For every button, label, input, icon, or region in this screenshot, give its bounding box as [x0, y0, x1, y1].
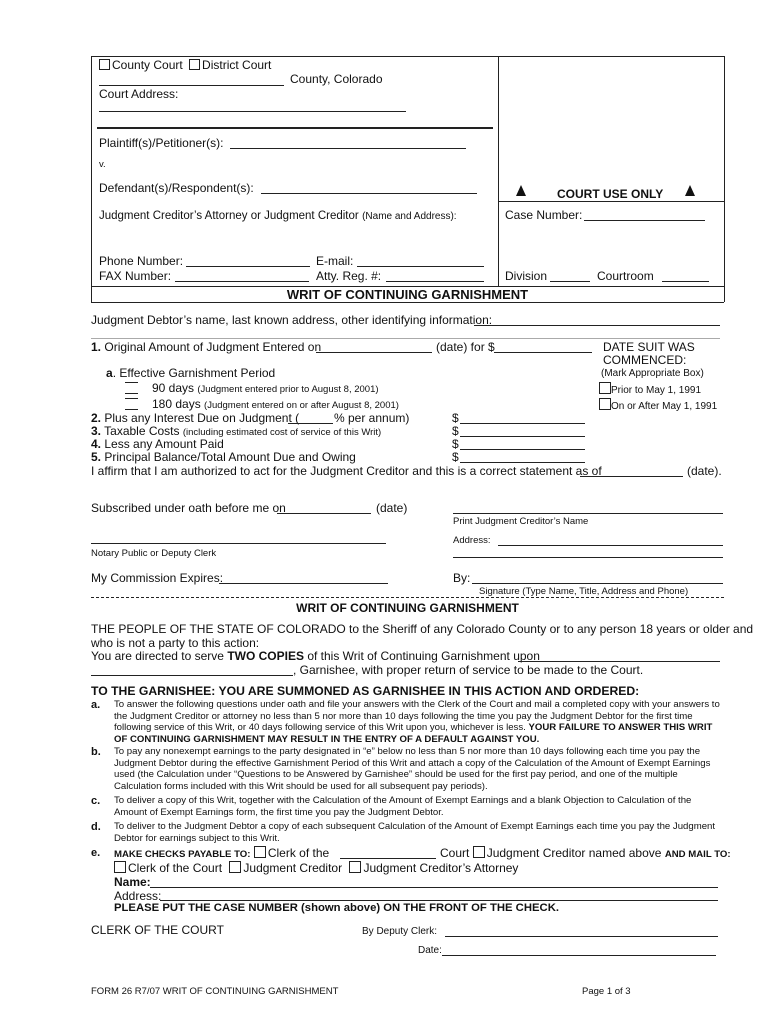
item-5-num: 5. [91, 450, 102, 464]
dollar-sign: $ [452, 437, 459, 451]
costs-amount-blank[interactable] [460, 436, 585, 437]
form-footer: FORM 26 R7/07 WRIT OF CONTINUING GARNISHMENT [91, 986, 339, 997]
item-1-date-label: (date) for $ [436, 340, 495, 354]
deputy-clerk-blank[interactable] [445, 936, 718, 937]
people-line-1: THE PEOPLE OF THE STATE OF COLORADO to the Sheriff of any Colorado County or to any person 18 years or older and [91, 622, 754, 636]
oath-address-blank[interactable] [498, 545, 723, 546]
phone-label: Phone Number: [99, 254, 184, 268]
dollar-sign: $ [452, 424, 459, 438]
item-a [106, 366, 275, 380]
one-eighty-days-blank[interactable] [125, 409, 138, 410]
prior-1991-checkbox[interactable] [599, 382, 611, 394]
mail-name-label: Name: [114, 875, 151, 889]
date-suit-label-2: COMMENCED: [603, 353, 687, 367]
commission-label: My Commission Expires: [91, 571, 224, 585]
courtroom-blank[interactable] [662, 281, 709, 282]
notary-signature-blank[interactable] [91, 543, 386, 544]
jc-label: Judgment Creditor [243, 861, 343, 875]
section-divider [91, 597, 724, 598]
case-number-note: PLEASE PUT THE CASE NUMBER (shown above) ON THE FRONT OF THE CHECK. [114, 902, 559, 914]
clerk-court-checkbox[interactable] [114, 861, 126, 873]
attorney-row [99, 208, 457, 222]
item-3 [91, 424, 381, 438]
atty-reg-label: Atty. Reg. #: [316, 269, 382, 283]
fax-label: FAX Number: [99, 269, 172, 283]
interest-amount-blank[interactable] [460, 423, 585, 424]
jc-named-checkbox[interactable] [473, 846, 485, 858]
garnishee-blank[interactable] [91, 675, 293, 676]
oath-address-label: Address: [453, 535, 491, 546]
item-3-num: 3. [91, 424, 102, 438]
phone-blank[interactable] [186, 266, 310, 267]
item-4-text: Less any Amount Paid [104, 437, 224, 451]
serve-line [91, 649, 540, 663]
ninety-days-row [152, 381, 379, 395]
summons-item-c: To deliver a copy of this Writ, together with the Calculation of the Amount of Exempt Earnings and a blank Objection to Calculation of the Amount of Exempt Earnings form, the first time you pay the Judgment Debtor. [114, 795, 692, 818]
summons-a-text: To answer the following questions under oath and file your answers with the Clerk of the Court and mail a completed copy with your answers to the Judgment Creditor or attorney no less than 5 nor more than 10 days following the time you pay the Judgment Debtor for the first time following service of this Writ, or 40 days following service of this Writ upon you, whichever is less. [114, 699, 720, 734]
creditor-name-blank[interactable] [453, 513, 723, 514]
atty-reg-blank[interactable] [386, 281, 484, 282]
item-a-text: . Effective Garnishment Period [112, 366, 276, 380]
versus-label: v. [99, 159, 106, 170]
case-number-blank[interactable] [584, 220, 705, 221]
oath-address-blank-2[interactable] [453, 557, 723, 558]
writ-heading: WRIT OF CONTINUING GARNISHMENT [296, 601, 519, 615]
clerk-date-blank[interactable] [442, 955, 716, 956]
serve-bold: TWO COPIES [227, 649, 304, 663]
dollar-sign: $ [452, 450, 459, 464]
clerk-of-the-checkbox[interactable] [254, 846, 266, 858]
judgment-date-blank[interactable] [316, 352, 432, 353]
jc-checkbox[interactable] [229, 861, 241, 873]
item-2 [91, 411, 299, 425]
ninety-days-note: (Judgment entered prior to August 8, 2001) [197, 384, 379, 395]
ninety-days-blank-top[interactable] [125, 382, 138, 383]
debtor-info-blank[interactable] [474, 325, 720, 326]
affirm-date-blank[interactable] [580, 476, 683, 477]
serve-pre: You are directed to serve [91, 649, 228, 663]
court-type-blank[interactable] [340, 858, 436, 859]
dollar-sign: $ [452, 411, 459, 425]
item-5-text: Principal Balance/Total Amount Due and Owing [104, 450, 356, 464]
one-eighty-days-row [152, 397, 399, 411]
commission-blank[interactable] [219, 583, 388, 584]
on-after-1991-checkbox[interactable] [599, 398, 611, 410]
garnishee-line: , Garnishee, with proper return of service to be made to the Court. [293, 663, 644, 677]
subscribed-date-label: (date) [376, 501, 408, 515]
attorney-label: Judgment Creditor’s Attorney or Judgment Creditor [99, 210, 359, 222]
item-a-marker: a. [91, 699, 101, 711]
summons-item-b: To pay any nonexempt earnings to the party designated in “e” below no less than 5 nor more than 10 days following each time you pay the Judgment Debtor during the effective Garnishment Period of this Writ and attach a copy of the Calculation of the Amount of Exempt Earnings used (the Calculation under “Questions to be Answered by Garnishee” should be used for the first pay period, and one of the multiple Calculation forms included with this Writ should be used for all subsequent pay periods). [114, 746, 711, 792]
mark-box-label: (Mark Appropriate Box) [601, 368, 704, 379]
payable-label: MAKE CHECKS PAYABLE TO: [114, 849, 251, 860]
clerk-court-label: Clerk of the Court [128, 861, 223, 875]
county-court-label: County Court [112, 58, 183, 72]
judgment-amount-blank[interactable] [494, 352, 592, 353]
item-1-text: Original Amount of Judgment Entered on [104, 340, 322, 354]
total-amount-blank[interactable] [460, 462, 585, 463]
plaintiff-blank[interactable] [230, 148, 466, 149]
court-use-only-label: COURT USE ONLY [557, 187, 664, 201]
mail-to-row [114, 861, 518, 875]
attorney-note: (Name and Address): [362, 211, 457, 222]
summons-item-d: To deliver to the Judgment Debtor a copy of each subsequent Calculation of the Amount of Exempt Earnings each time you pay the Judgment Debtor for earnings subject to this Writ. [114, 821, 716, 844]
triangle-up-icon [516, 185, 526, 196]
item-3-note: (including estimated cost of service of this Writ) [182, 427, 382, 438]
clerk-of-the-label: Clerk of the [267, 846, 330, 860]
payable-court-row [440, 846, 731, 860]
division-label: Division [505, 269, 548, 283]
court-type-row [99, 58, 271, 72]
district-court-label: District Court [202, 58, 272, 72]
ninety-days-blank[interactable] [125, 393, 138, 394]
page-number: Page 1 of 3 [582, 986, 631, 997]
on-after-1991-label: On or After May 1, 1991 [611, 401, 718, 412]
item-c-marker: c. [91, 795, 101, 807]
paid-amount-blank[interactable] [460, 449, 585, 450]
jca-label: Judgment Creditor’s Attorney [363, 861, 519, 875]
subscribed-date-blank[interactable] [277, 513, 371, 514]
one-eighty-days-note: (Judgment entered on or after August 8, 2001) [204, 400, 399, 411]
mail-address-label: Address: [114, 889, 162, 903]
email-blank[interactable] [357, 266, 484, 267]
mail-address-blank[interactable] [160, 900, 718, 901]
item-2-tail: % per annum) [334, 411, 410, 425]
one-eighty-days-blank-top[interactable] [125, 398, 138, 399]
notary-label: Notary Public or Deputy Clerk [91, 548, 217, 559]
item-a-label: a [106, 366, 113, 380]
county-court-checkbox[interactable] [99, 59, 110, 70]
one-eighty-days-label: 180 days [152, 397, 201, 411]
jca-checkbox[interactable] [349, 861, 361, 873]
serve-post: of this Writ of Continuing Garnishment upon [303, 649, 540, 663]
print-name-label: Print Judgment Creditor’s Name [453, 516, 589, 527]
debtor-info-blank-2[interactable] [91, 338, 720, 339]
item-4-num: 4. [91, 437, 102, 451]
district-court-checkbox[interactable] [189, 59, 200, 70]
division-blank[interactable] [550, 281, 590, 282]
item-1 [91, 340, 321, 354]
signature-label: Signature (Type Name, Title, Address and Phone) [479, 586, 689, 597]
plaintiff-label: Plaintiff(s)/Petitioner(s): [99, 136, 224, 150]
fax-blank[interactable] [175, 281, 309, 282]
item-5 [91, 450, 356, 464]
summons-item-a [114, 699, 726, 745]
page-title: WRIT OF CONTINUING GARNISHMENT [286, 287, 529, 302]
clerk-date-label: Date: [418, 945, 442, 956]
payable-row [114, 846, 329, 860]
people-line-2: who is not a party to this action: [91, 636, 260, 650]
court-label: Court [440, 846, 470, 860]
county-blank[interactable] [99, 85, 284, 86]
garnishee-name-blank[interactable] [518, 661, 720, 662]
item-4 [91, 437, 224, 451]
clerk-label: CLERK OF THE COURT [91, 923, 224, 937]
subscribed-label: Subscribed under oath before me on [91, 501, 286, 515]
mail-name-blank[interactable] [150, 887, 718, 888]
deputy-clerk-label: By Deputy Clerk: [362, 926, 438, 937]
county-colorado-label: County, Colorado [290, 72, 383, 86]
item-2-text: Plus any Interest Due on Judgment ( [104, 411, 300, 425]
item-e-marker: e. [91, 847, 101, 859]
triangle-up-icon [685, 185, 695, 196]
affirm-date-label: (date). [687, 464, 722, 478]
courtroom-label: Courtroom [597, 269, 654, 283]
item-2-num: 2. [91, 411, 102, 425]
item-3-text: Taxable Costs [104, 424, 180, 438]
court-address-label: Court Address: [99, 87, 179, 101]
mail-to-label: AND MAIL TO: [664, 849, 731, 860]
defendant-blank[interactable] [261, 193, 477, 194]
prior-1991-label: Prior to May 1, 1991 [611, 385, 702, 396]
signature-blank[interactable] [472, 583, 723, 584]
by-label: By: [453, 571, 471, 585]
affirm-statement: I affirm that I am authorized to act for the Judgment Creditor and this is a correct statement as of [91, 464, 602, 478]
item-d-marker: d. [91, 821, 101, 833]
item-1-num: 1. [91, 340, 102, 354]
date-suit-label-1: DATE SUIT WAS [603, 340, 695, 354]
jc-named-label: Judgment Creditor named above [486, 846, 662, 860]
summons-heading: TO THE GARNISHEE: YOU ARE SUMMONED AS GARNISHEE IN THIS ACTION AND ORDERED: [91, 684, 640, 698]
debtor-info-label: Judgment Debtor’s name, last known address, other identifying information: [91, 313, 493, 327]
court-address-blank[interactable] [99, 111, 406, 112]
ninety-days-label: 90 days [152, 381, 195, 395]
prior-1991-row [599, 382, 701, 396]
item-b-marker: b. [91, 746, 101, 758]
case-number-label: Case Number: [505, 208, 583, 222]
defendant-label: Defendant(s)/Respondent(s): [99, 181, 254, 195]
on-after-1991-row [599, 398, 717, 412]
email-label: E-mail: [316, 254, 354, 268]
summons-a-bold: YOUR FAILURE TO ANSWER THIS WRIT OF CONTINUING GARNISHMENT MAY RESULT IN THE ENTRY OF A DEFAULT AGAINST YOU. [114, 722, 713, 745]
